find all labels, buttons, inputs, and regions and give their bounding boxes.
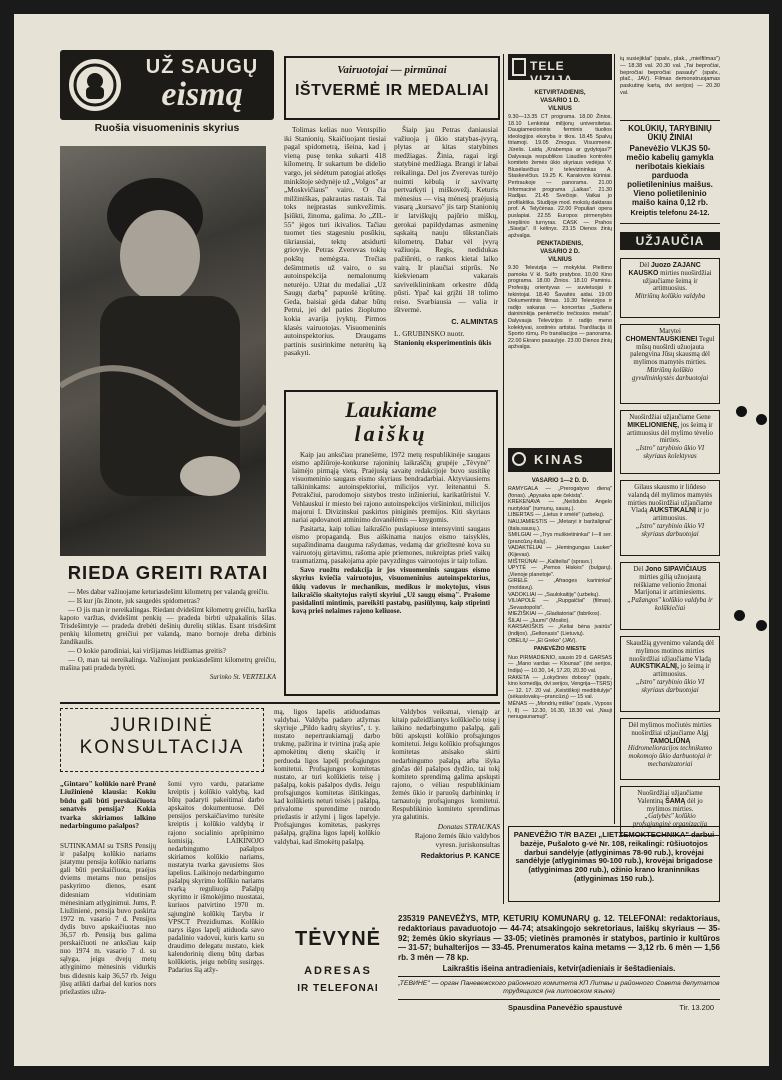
drivers-col2-wrap xyxy=(394,126,498,347)
juridine-title-box xyxy=(60,708,264,772)
tv-date2: VASARIO 2 D. xyxy=(540,249,580,256)
dialog-line: — O jis man ir nereikalingas. Riedant dvidešimt kilometrų greičiu, barška kapoto varžtas, dvidešimt penkių — pradeda birbti užpakalinis šilas. Trisdešimtyje — pradeda drebėti dešinių durelių stiklas. Esant trisdešimt penkių kilometrų greičiui per valandą, mano bornoje dreba dirbinis žandikaulis. xyxy=(60,606,276,646)
juridine-col4-wrap xyxy=(392,708,500,861)
kinas-listing: KREKENAVA — „Neišdubs Angelo nuotykiai" (rumunų, sausų.). xyxy=(508,499,612,512)
letters-box xyxy=(284,390,498,696)
masthead xyxy=(60,50,274,134)
letters-paragraph: Savo ruožtu redakcija ir jos visuomeninis saugaus eismo skyrius kviečia vairuotojus, visuomeninius autoinspektorius, ūkių vadovus ir mechanikus, medikus ir mokytojus, visus laikraščio skaitytojus rašyti skyriui „Už saugų eismą". Prašome pasidalinti mintimis, pareikšti pastabų, pasiūlymų, kaip stiprinti kovą prieš nelaimes rajono keliuose. xyxy=(292,566,490,615)
kinas-listing: PANEVĖŽIO MIESTE xyxy=(533,646,587,653)
photo-article-credit: Surinko St. VERTELKA xyxy=(209,673,276,681)
condolence-text: jo šeimą ir artimuosius. xyxy=(653,663,710,679)
condolence-signature: „Istro" tarybinio ūkio VI skyriaus darbuotojai xyxy=(635,678,705,694)
juridine-answer-col2: šomi vyro vardu, patariame kreiptis į kolūkio valdybą, kad būtų padaryti pakeitimai darbo apskaitos dokumentuose. Dėl pensijos perskaičiavimo turėsite kreiptis į kolūkio valdybą ir rajono socialinio aprūpinimo komisiją. LAIKINOJO nedarbingumo pašalpos skiriamos kolūkio nariams, nustatyta tvarka gavusiems šios lapelius. Laikinojo nedarbingumo pašalpų skyrimo kolūkio nariams tvarką reguliuoja Pašalpų skyrimo ir išmokėjimo nuostatai, kuriuos patvirtino 1970 m. sąjunginė kolūkių Taryba ir VPSCT Prezidiumas. Kolūkio narys išgos lapelį atiduoda savo padalinio vadovui, kuris kartu su draudimo delegatu nustato, kiek kalendorinių dienų būtų darbas kolūkietis, jeigu nebūtų susirgęs. Padarius šią atžy- xyxy=(168,780,264,975)
footer-address-label-1: ADRESAS xyxy=(304,965,372,977)
kinas-column xyxy=(508,448,612,721)
footer-divider xyxy=(398,999,720,1000)
kinas-listing: LIBERTAS — „Lietus ir smėlė" (uzbekų). xyxy=(508,512,605,519)
kinas-listing: VADOKLIAI — „Saulokaitiję" (uzbekų). xyxy=(508,591,600,598)
footer-printer: Spausdina Panevėžio spaustuvė xyxy=(508,1002,623,1012)
condolence-text: Tegul mūsų nuoširdi užuojauta palengvina Jūsų skausmą dėl mylimos mamytės mirties. xyxy=(630,335,715,367)
condolence-lead: Gilaus skausmo ir liūdeso valandą dėl mylimos mamytės mirties nuoširdžiai užjaučiame Vladą xyxy=(627,484,713,515)
column-divider xyxy=(614,54,615,824)
letters-body xyxy=(292,451,490,615)
footer-circulation: Tir. 13.200 xyxy=(679,1002,714,1012)
condolence-6 xyxy=(620,718,720,780)
condolence-lead: Skaudžią gyvenimo valandą dėl mylimos motinos mirties nuoširdžiai užjaučiame Vladą xyxy=(626,640,714,663)
letters-paragraph: Kaip jau anksčiau pranešėme, 1972 metų respublikinėje saugaus eismo apžiūroje-konkurse rajoninių laikraščių grupėje „Tėvynė" laimėjo pirmąją vietą. Praėjusią savaitę redakcijoje buvo susitikę visuomeninio saugaus eismo skyriaus bendradarbiai. Aktyviausiems talkininkams: autoinspektoriui, milicijos vyr. leitenantui S. Petrakčiui, parodomojo sistybos tresto inžinieriui, karikatūristui V. Vehlauskui ir miesto bei rajono autoinspekcijos viršininkui, milicijos majorui I. Divizinskui paskirtos piniginės premijos. Kiti skyriaus nariai apdovanoti atminimo dovanėlėmis — knygomis. xyxy=(292,451,490,524)
column-divider xyxy=(503,54,504,904)
binder-hole xyxy=(734,610,745,621)
drivers-photo-credit: L. GRUBINSKO nuotr. xyxy=(394,329,465,339)
dialog-line: — Iš kur jūs žinote, juk saugedės spidometras? xyxy=(68,597,200,605)
condolence-4 xyxy=(620,562,720,630)
condolence-name: AUKSTIKALNĮ xyxy=(649,507,696,515)
footer-publisher: „ТЕВИНЕ" — орган Паневежского районного комитета КП Литвы и районного Совета депутатов трудящихся (на литовском языке) xyxy=(398,979,720,995)
kinas-date: VASARIO 1—2 D. D. xyxy=(531,478,589,484)
tv-station1: VILNIUS xyxy=(548,106,572,112)
condolence-lead: Dėl mylimos močiutės mirties nuoširdžiai užjaučiame Algį xyxy=(628,722,712,737)
condolence-signature: Mitriūnų kolūkio gyvulininkystės darbuotojai xyxy=(631,366,709,382)
dialog-line: — Mes dabar važiuojame keturiasdešimt kilometrų per valandą greičiu. xyxy=(68,588,269,596)
condolence-text: mirties gilią užuojautą reiškiame velionio žmonai Marijonai ir artimiesiems. xyxy=(633,573,707,597)
binder-hole xyxy=(756,414,767,425)
footer-address-text: 235319 PANEVĖŽYS, MTP, KETURIŲ KOMUNARŲ g. 12. TELEFONAI: redaktoriaus, redaktoriaus pavaduotojo — 44-74; atsakingojo sekretoriaus, laiškų skyriaus — 35-92; žemės ūkio skyriaus — 33-05; vietinės pramonės ir statybos, partinio ir kultūros — 31-57; buhalterijos — 33-45. Prenumeratos kaina metams — 3,12 rb. 6 mėn — 1,56 rb. 3 mėn — 78 kp. xyxy=(398,914,720,963)
binder-hole xyxy=(756,620,767,631)
letters-title-line2: laiškų xyxy=(354,421,428,446)
photo-article-body xyxy=(60,588,276,681)
juridine-answer-col4: Valdybos veiksmai, vienąip ar kitaip pažeidžiantys kolūkiečio teisę į laikino nedarbingumo pašalpą, gali būti apskųsti kolūkio profsąjungos komitetui. Jeigu kolūkio profsąjungos komitetas atsisako skirti nedarbingumo pašalpą arba išyka ginčas dėl pašalpos dydžio, tai tokį komiteto sprendimą galima apskųsti rajono, o vėliau respublikiniam žemės ūkio ir paruošų darbininkų ir tarnautojų profsąjungos komitetui. Respublikinio komiteto sprendimas yra galutinis. xyxy=(392,708,500,822)
condolence-lead: Dėl xyxy=(633,566,644,573)
condolence-name: Jono SIPAVIČIAUS xyxy=(645,566,707,573)
juridine-answer-col1: SUTINKAMAI su TSRS Pensijų ir pašalpų kolūkio nariams įstatymu pensija kolūkio nariams gali būti perskaičiuota, praėjus dviems metams nuo pensijos paskyrimo dienos, esant didesniam vidutiniam mėnesiniam atlyginimui. Jums, P. Liužinienė, pensija buvo paskirta 1972 m. vasario 7 d. Pensijos dydis buvo apskaičiuotas nuo 36,57 rb. Pensiją bus galima perskaičiuoti ne anksčiau kaip nuo 1974 m. vasario 7 d. su sąlyga, jeigu dvejų metų atlyginimo mėnesinis vidurkis bus didesnis kaip 36,57 rb. Jeigu jūsų atlikti darbai del kurios nors priežasties užra- xyxy=(60,842,156,996)
kinas-listing: OBELIŲ — „El Greko" (JAV). xyxy=(508,637,577,644)
letters-title-line1: Laukiame xyxy=(345,397,437,422)
condolence-name: Juozo ZAJANC KAUSKO xyxy=(628,262,701,277)
condolence-lead: Dėl xyxy=(639,262,650,269)
condolence-3 xyxy=(620,480,720,556)
masthead-title-line2: eismą xyxy=(161,76,243,113)
car-wheel-icon xyxy=(66,56,124,114)
tv-date1: VASARIO 1 D. xyxy=(540,98,580,104)
tv-logo xyxy=(508,54,612,87)
condolence-name: TAMOLIŪNĄ xyxy=(649,737,691,745)
tv-station2: VILNIUS xyxy=(548,257,572,264)
condolence-2 xyxy=(620,410,720,474)
drivers-headline: IŠTVERMĖ IR MEDALIAI xyxy=(294,82,489,99)
condolence-text: dėl jo mylimos mirties. xyxy=(646,797,703,813)
juridine-author-role: Rajono žemės ūkio valdybos vyresn. juriskonsultas xyxy=(414,830,500,849)
ad-kolukiu-phone: Kreiptis telefonu 24-12. xyxy=(630,208,710,217)
condolence-text: jos šeimą ir artimuosius dėl mylimo tėvelio mirties. xyxy=(627,421,713,445)
condolence-lead: Nuoširdžiai užjaučiame Gene xyxy=(629,414,711,421)
kinas-listing: MĖNAS — „Mondrių miške" (spalv., Vyposs I, II) — 12.30, 16.30, 18.30 val. „Nauji nenugaunamuji". xyxy=(508,701,612,721)
tv-icon xyxy=(512,58,526,76)
footer-logo: TĖVYNĖ xyxy=(294,928,382,950)
tv-title: TELE VIZIJA xyxy=(530,59,574,87)
condolence-name: ŠAMĄ xyxy=(665,797,686,805)
condolence-0 xyxy=(620,258,720,318)
ad-base-jobs-text: PANEVĖŽIO T/R BAZEI „LIETZEMOKTECHNIKA" darbui bazėje, Pušaloto g-vė Nr. 108, reikalingi: rūšiuotojos darbui sandėlyje (atlyginimas 78-90 rub.), krovėjai sandėlyje (atlyginimas 90-100 rub.), krovėjai brigadose (atlyginimas 200 rub.), ožinio krano kraninnikas (atlyginimas 150 rub.). xyxy=(513,830,715,883)
kinas-listings xyxy=(508,486,612,721)
condolence-lead: Nuoširdžiai užjaučiame Valentiną xyxy=(637,790,703,805)
kinas-listing: SMILGIAI — „Trys muškietininkai" I—II ser. (prancūzų-italų). xyxy=(508,532,612,545)
ad-base-jobs xyxy=(508,826,720,902)
tv-continuation: ių susiejiklai" (spalv., plak., „mielfilmas") — 18.38 val. 20.30 val. „Tai bepročiai, bepročiai bepročiai pasauly" (spalv., plač., JAV). Filmas demonstruojamas paskutinę kartą, dvi serijos) — 20.30 val. xyxy=(620,56,720,96)
dialog-line: — O, man tai nereikalinga. Važiuojant penkiasdešimt kilometrų greičiu, mašina pati pradeda byrėti. xyxy=(60,656,276,672)
kinas-listing: NAUJAMIESTIS — „Metaryi ir baržalignai" (itala.sausų.). xyxy=(508,518,612,532)
drivers-col1: Tolimas kelias nuo Ventspilio iki Stanionių. Skaičiuojant tiesiai pagal spidometrą, išeina, kad į vieną pusę tenka sukarti 418 kilometrų. Ir sukartum be didelio vargo, jei sėdėtum patogiai atlošęs minkštoje sėdynėje už „Volgos" ar „Moskvičiaus" vairo. O čia milžiniškas, pakrautas rastais. Tai toks neįprastas sunkvežimis. Įsiūkti, žinoma, galima. Jo „ZIL-55" jėgos turi ikivalios. Tačiau tuomet ties stagesniu posūkiu, tikriausiai, tektų atsidurti griovyje. Petras Zverevas tokių pokštų nemėgsta. Trečias dešimtmetis už vairo, o su autoinspekcija nemalonumų neturėjo. Užtat du medaliai „Už Saugų darbą" papuošė krūtinę. Geda, baisiai gėda dabar būtų Petrui, jei del paties žioplumo kokia avarija įvyktų. Pirmos klasės vairuotojas. Visuomeninis autoinspektorius. Draugams partinis susirinkime neturėtų ką pasakyti. xyxy=(284,125,386,358)
driver-photo xyxy=(60,146,266,556)
kinas-title: KINAS xyxy=(534,452,585,467)
juridine-title-line1: JURIDINĖ xyxy=(110,715,214,736)
editor-line: Redaktorius P. KANCE xyxy=(420,851,500,861)
tv-schedule1: 9.30—13.35 CT programa. 18.00 Žinios. 18.10 Lenkiniai milijonų universitetas. Daugiamecioninis ferminis tiuolios ideologijos ekoryba ir tikra. 18.45 Spalvų tiriamoji. 19.05 Zmogus. Visuomenė. Jūrelis. Laidą „Krabempa ar gydytojas?" Dalyvauja respublikos Liaudies kontrolės komiteto žemės ūkio skyriaus vedėjas V. Blusėlavičius ir televizininkas A. Staskevičius. 19.25 K. Karaiovos kūriniai. Pertraukoje — panorama. 21.00 Informacinė programa „Laikas". 21.30 Radijas. 21.45 Svečioje. Vaikai jo profilaktika. Studijoje mod. mokslų daktaras prof. A. Telyčėnas. 22.00 Populiari opera puslapiai. 22.55 Europos pirmenybės krepšinio turnyras. CASK — Prahos „Slavija". Il kėlinys. 23.15 Dienos žinių apžvalga. xyxy=(508,114,612,239)
footer-address-block xyxy=(398,914,720,1038)
masthead-title-line1: UŽ SAUGŲ xyxy=(145,56,259,78)
condolence-signature: Mitriūnų kolūkio valdyba xyxy=(634,293,706,301)
kinas-listing: KARSAKIŠKIS — „Keliai bėna įvairūs" (indijos). „Geltonasis" (Lietuvių). xyxy=(508,624,612,638)
uzjautos-heading xyxy=(620,232,720,250)
tv-schedule2: 9.30 Televizija — mokyklai. Piešimo pamoka V kl. Sulfo pratybos. 10.00 Kino programa. 18.00 Žinios. 18.10 Paminiu. Profesijų orientyvas — suvietuojai ir tekintojai. 18.40 Šavaitės aidai. 19.00 Dokumentinis filmas. 19.30 Televizijos ir radijo vakaras — koncertas „Sudiena dainininkija penkmečio trečiosios metais". Dalyvauja Televizijos ir radijo meno kolektyvai, sostinės artistai. Tranšlacija iš Sporto rūmų. Po transliacijos — panorama. 22.00 Ekrano pasaulyje. 23.00 Dienos žinių apžvalga. xyxy=(508,265,612,351)
dialog-line: — O kokie parodiniai, kai viršijamas leidžiamas greitis? xyxy=(68,647,226,655)
condolence-5 xyxy=(620,636,720,712)
condolence-lead: Marytei xyxy=(659,328,681,335)
condolence-text: ir jo artimuosius. xyxy=(653,507,709,523)
kinas-listing: Nuo PIRMADIENIO, sausio 29 d. GARSAS — „Mano vardas — Klounas" (dvi serijos, Indija) — 10.30, 14, 17.20, 20.30 val. xyxy=(508,654,612,675)
condolence-name: MIKELIONIENĘ, xyxy=(627,421,680,429)
kinas-logo xyxy=(508,448,612,472)
ad-kolukiu-title: KOLŪKIŲ, TARYBINIŲ ŪKIŲ ŽINIAI xyxy=(628,124,712,142)
condolence-signature: Hidromelioracijos technikumo mokomojo ūkio darbuotojai ir mechanizatoriai xyxy=(627,745,713,768)
letters-paragraph: Pasitarta, kaip toliau laikraščio puslapiuose intensyvinti saugaus eismo propagandą. Bus aiškinama naujos eismo taisyklės, supažindinama dauguma rašydamas, vedamą dar griežtesnė kova su vairuotojų girtavimu, rašoma apie priemones, nukreiptas prieš vaikų traumatizmą, pasakojama apie pavyzdingus vairuotojus ir taip toliau. xyxy=(292,524,490,566)
condolence-1 xyxy=(620,324,720,404)
newspaper-page xyxy=(14,14,769,1066)
juridine-question: „Gintaro" kolūkio narė Pranė Liužinienė klausia: Kokiu būdu gali būti perskaičiuota senatvės pensija? Kokia tvarka skiriamos lalkino nedarbingumo pašalpos? xyxy=(60,779,156,831)
masthead-subtitle: Ruošia visuomeninis skyrius xyxy=(94,122,240,134)
kinas-listing: RAMYGALA — „Prerogatyvo dieną" (fonas). „Apysaka apie čekistą". xyxy=(508,486,612,499)
condolence-text: mirties nuoširdžiai užjaučiame šeimą ir artimuosius. xyxy=(642,269,712,293)
uzjautos-title: UŽJAUČIA xyxy=(635,234,705,248)
binder-hole xyxy=(736,406,747,417)
footer-notice: Laikraštis išeina antradieniais, ketvir(adieniais ir šeštadieniais. xyxy=(442,963,676,973)
kinas-listing: VILIAPOLĖ — „Rupgaičiai" (filmas). „Sevastopolis". xyxy=(508,598,612,611)
drivers-farm: Stanionių eksperimentinis ūkis xyxy=(394,337,492,347)
kinas-listing: GIRELĖ — „Afraoges karininkai" (moldavų). xyxy=(508,578,612,591)
tv-column xyxy=(508,54,612,351)
footer-divider xyxy=(398,976,720,977)
kinas-listing: VADAKTĖLIAI — „Hemingungas Lauker" (Kijevas). xyxy=(508,545,612,558)
tv-day1: KETVIRTADIENIS, xyxy=(534,90,586,96)
juridine-answer-col3: mą, ligos lapelis atiduodamas valdybai. Valdyba padaro atžymas skyriuje „Pildo kadrų skyrius", t. y. nustato nepertraukiamąjį darbo trukmę, pažirina ir tvirtina įrašą apie apmokėtinų dienų skaičių ir perduoda ligos lapelį profsąjungos komitetui. Profsąjungos komitetas nustato, ar turi kolūkietis teisę į pašalpą, kokis pašalpos dydis. Jeigu profsąjungos komitetas išitikingas, kad kolūkietis neturi teisės į pašalpą, privalome spurendime nurodo priežastis ir atžymi į ligos lapelyje. Profsąjungos komitetas, paskyręs pašalpą, grąžina ligos lapelį kolūkio valdybai, kad išmokėtų pašalpą. xyxy=(274,708,380,846)
drivers-author: C. ALMINTAS xyxy=(451,317,498,327)
condolence-name: CHOMENTAUSKIENEI xyxy=(625,335,698,343)
juridine-author: Donatas STRAUKAS xyxy=(437,822,500,832)
kinas-listing: MIEŽIŠKIAI — „Gladiatoriai" (fabrikos). xyxy=(508,611,601,618)
footer-address-label-2: IR TELEFONAI xyxy=(297,983,379,994)
footer-printer-row xyxy=(398,1003,720,1013)
kinas-listing: ŠILAI — „Juumi" (Moslin). xyxy=(508,617,570,624)
juridine-title-line2: KONSULTACIJA xyxy=(79,737,245,758)
footer-logo-block xyxy=(284,920,392,1040)
drivers-kicker: Vairuotojai — pirmūnai xyxy=(337,64,447,76)
drivers-headline-box xyxy=(284,56,500,120)
condolence-signature: „Galybės" kolūkio profsąjunginė organizacija xyxy=(632,813,708,829)
photo-article-headline: RIEDA GREITI RATAI xyxy=(67,562,269,583)
condolence-signature: „Istro" tarybinio ūkio VI skyriaus kolektyvas xyxy=(635,445,705,460)
drivers-col2: Šiaip jau Petras daniausiai važiuoja į ūkio statybas-įvyrą, plytas ar kitas statybines medžiagas. Žinia, ragai irgi statybinė medžiaga. Brangi ir labai reikalinga. Del jos Zverevas turėjo nuimti kėbulą ir savivartę pertvarkyti į miškovežį. Keturis mėnesius — visą mėnesį praėjusią vasarą „kursavo" jis tarp Stanionių ir latviškųjų pajūrio miškų, gerokai papildydamas asmeninę sąskaitą nauju tūkstančiais kilometrų. Dabar vėl įvyrą važiuoja. Regis, nedidukas pažiūrėti, o rankos kietai laiko vairą. Ir plaučiai stiprūs. Ne kiekvienam vakarais saviveiklininkam orkestre dūdą pūsti. Ypač kai grįžti 18 tolimo reiso. Svarbiausia — valia ir ištvermė. xyxy=(394,125,498,315)
ad-kolukiu xyxy=(620,120,720,224)
kinas-listing: RAKETA — „Lokyčinės dobosy" (spalv., kino komedija, dvi serijos, Vengrija—TSRS) — 12. 17. 20 val. „Keistiškoji medibilulyje" (sėkaslovakų—prancūzų) — 15 val. xyxy=(508,674,612,701)
condolence-name: AUKSTIKALNĮ, xyxy=(630,663,679,671)
section-divider xyxy=(60,702,500,704)
ad-kolukiu-body: Panevėžio VLKJS 50-mečio kabelių gamykla neribotais kiekiais parduoda polietileninius maišus. Vieno polietileninio maišo kaina 0,12 rb. xyxy=(626,144,714,207)
tv-day2: PENKTADIENIS, xyxy=(537,241,583,248)
kinas-listing: MIŠTRŪNAI — „Kaliteliai" (spravs.) xyxy=(508,558,593,565)
kinas-listing: UPYTĖ — „Pemos Hiskės" (bulgarų). „Vienoje planetoje". xyxy=(508,565,612,578)
condolence-signature: „Istro" tarybinio ūkio VI skyriaus darbuotojai xyxy=(635,522,705,538)
film-reel-icon xyxy=(512,452,526,466)
condolence-signature: „Pažangos" kolūkio valdyba ir kolūkiečiai xyxy=(627,597,713,612)
